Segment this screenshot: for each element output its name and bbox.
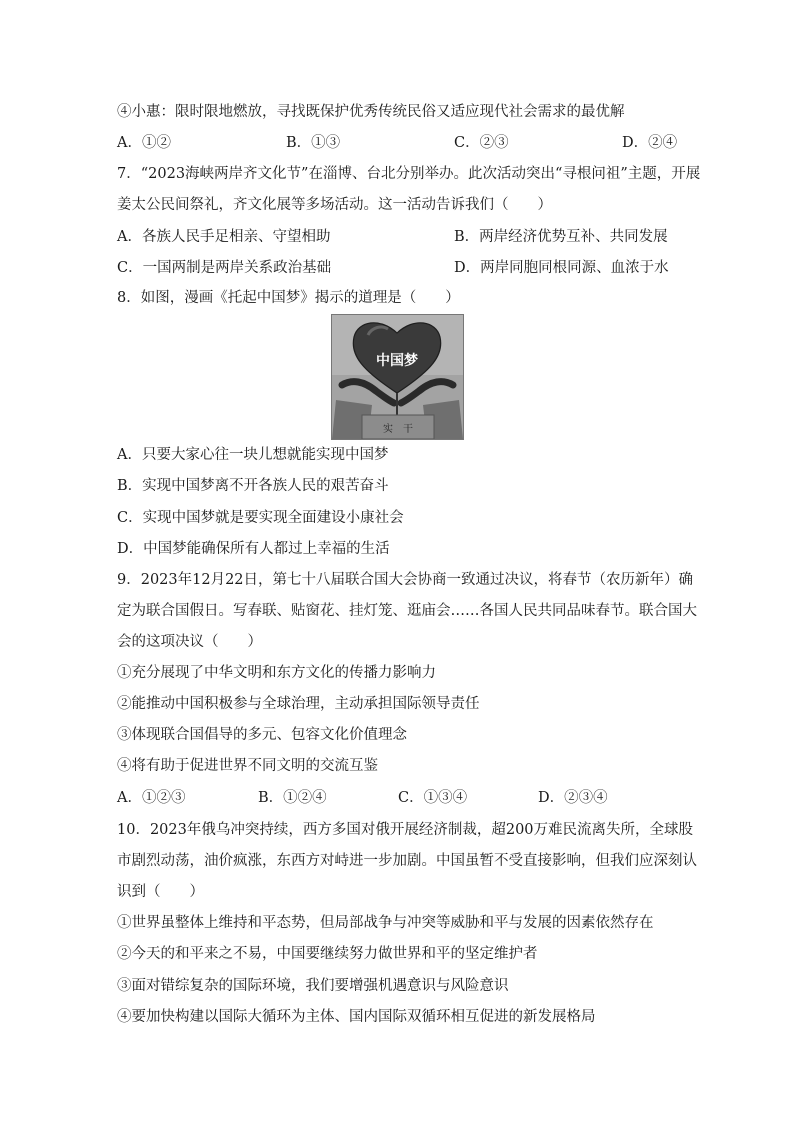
q10-item-3: ③面对错综复杂的国际环境，我们要增强机遇意识与风险意识 — [117, 978, 509, 994]
q9-stem-line-2: 定为联合国假日。写春联、贴窗花、挂灯笼、逛庙会……各国人民共同品味春节。联合国大 — [117, 603, 697, 619]
q7-option-b: B．两岸经济优势互补、共同发展 — [454, 229, 668, 245]
q10-stem-line-1: 10．2023年俄乌冲突持续，西方多国对俄开展经济制裁，超200万难民流离失所，全球股 — [117, 822, 694, 838]
base-text: 实 干 — [383, 424, 413, 435]
q8-option-c: C．实现中国梦就是要实现全面建设小康社会 — [117, 510, 404, 526]
cartoon-figure — [331, 314, 464, 440]
q6-item-4: ④小惠：限时限地燃放，寻找既保护优秀传统民俗又适应现代社会需求的最优解 — [117, 104, 625, 120]
q10-item-1: ①世界虽整体上维持和平态势，但局部战争与冲突等威胁和平与发展的因素依然存在 — [117, 915, 654, 931]
heart-text: 中国梦 — [376, 353, 418, 369]
q6-option-a: A．①② — [117, 135, 171, 151]
q10-stem-line-3: 识到（ ） — [117, 884, 204, 900]
q9-item-3: ③体现联合国倡导的多元、包容文化价值理念 — [117, 727, 407, 743]
q9-item-1: ①充分展现了中华文明和东方文化的传播力影响力 — [117, 665, 436, 681]
q9-stem-line-1: 9．2023年12月22日，第七十八届联合国大会协商一致通过决议，将春节（农历新年）确 — [117, 572, 694, 588]
q10-stem-line-2: 市剧烈动荡，油价疯涨，东西方对峙进一步加剧。中国虽暂不受直接影响，但我们应深刻认 — [117, 853, 697, 869]
q6-option-c: C．②③ — [454, 135, 509, 151]
q9-stem-line-3: 会的这项决议（ ） — [117, 634, 262, 650]
q7-option-a: A．各族人民手足相亲、守望相助 — [117, 229, 331, 245]
q7-stem-line-1: 7．“2023海峡两岸齐文化节”在淄博、台北分别举办。此次活动突出“寻根问祖”主题，开展 — [117, 166, 701, 182]
q8-stem: 8．如图，漫画《托起中国梦》揭示的道理是（ ） — [117, 290, 460, 306]
q9-item-2: ②能推动中国积极参与全球治理，主动承担国际领导责任 — [117, 696, 480, 712]
q6-option-d: D．②④ — [622, 135, 678, 151]
q7-option-c: C．一国两制是两岸关系政治基础 — [117, 260, 332, 276]
cartoon-illustration — [332, 315, 463, 439]
q10-item-2: ②今天的和平来之不易，中国要继续努力做世界和平的坚定维护者 — [117, 946, 538, 962]
q9-item-4: ④将有助于促进世界不同文明的交流互鉴 — [117, 758, 378, 774]
q9-option-d: D．②③④ — [538, 790, 608, 806]
q7-stem-line-2: 姜太公民间祭礼，齐文化展等多场活动。这一活动告诉我们（ ） — [117, 197, 552, 213]
q9-option-c: C．①③④ — [398, 790, 468, 806]
q8-option-a: A．只要大家心往一块儿想就能实现中国梦 — [117, 447, 389, 463]
q8-option-b: B．实现中国梦离不开各族人民的艰苦奋斗 — [117, 478, 389, 494]
q9-option-b: B．①②④ — [258, 790, 327, 806]
q8-option-d: D．中国梦能确保所有人都过上幸福的生活 — [117, 541, 390, 557]
q7-option-d: D．两岸同胞同根同源、血浓于水 — [454, 260, 669, 276]
q9-option-a: A．①②③ — [117, 790, 186, 806]
q10-item-4: ④要加快构建以国际大循环为主体、国内国际双循环相互促进的新发展格局 — [117, 1009, 596, 1025]
q6-option-b: B．①③ — [286, 135, 341, 151]
